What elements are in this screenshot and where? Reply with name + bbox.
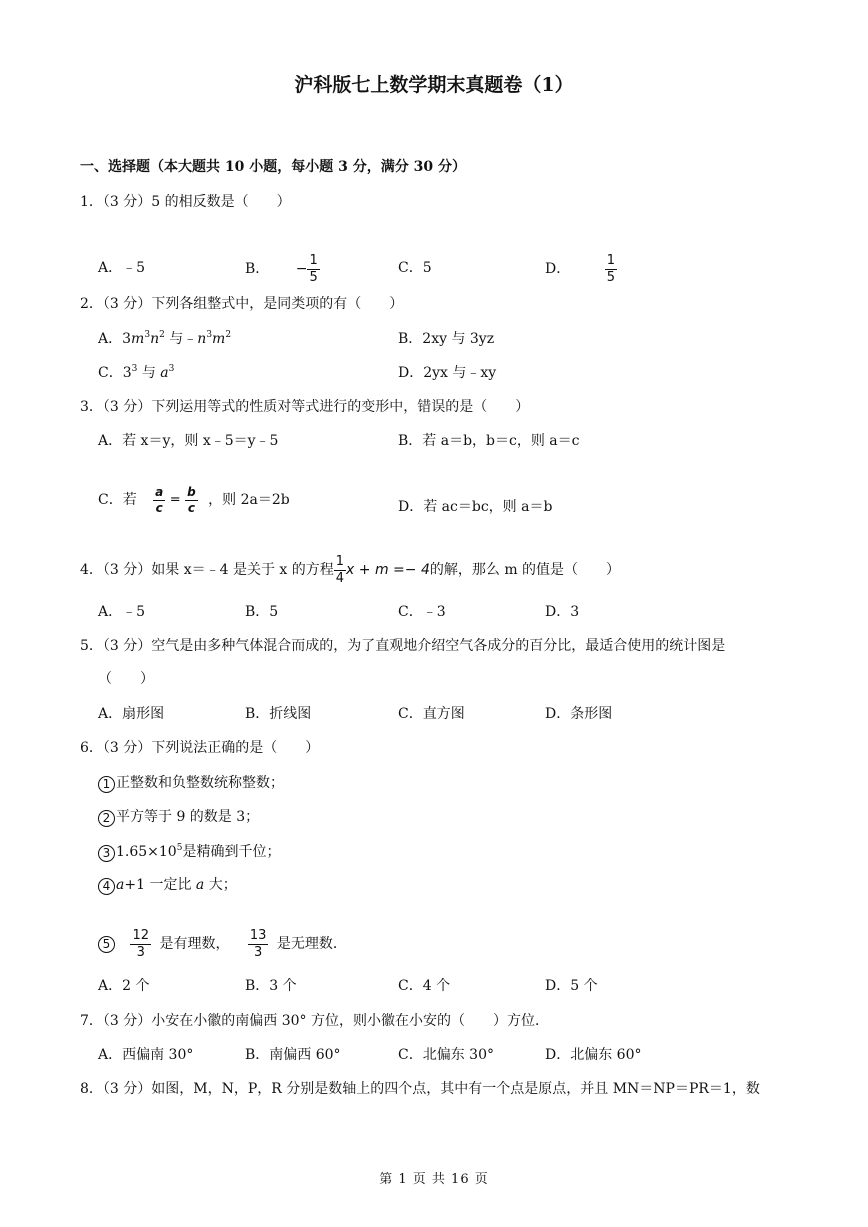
question-2-stem: 2．（3 分）下列各组整式中，是同类项的有（ ）	[80, 296, 404, 312]
q2-option-c: C．$3^3$ 与 $a^3$	[98, 364, 175, 381]
q7-option-b: B．南偏西 60°	[245, 1047, 341, 1063]
q6-statement-1: 1 正整数和负整数统称整数；	[98, 776, 284, 793]
q3-option-b: B．若 a＝b，b＝c，则 a＝c	[398, 433, 580, 449]
section-heading: 一、选择题（本大题共 10 小题，每小题 3 分，满分 30 分）	[80, 159, 466, 175]
q6-option-d: D．5 个	[545, 978, 598, 994]
q6-option-c: C．4 个	[398, 978, 451, 994]
q6-statement-4: 4 a+1 一定比 a 大；	[98, 878, 237, 895]
question-4-stem: 4．（3 分）如果 x＝﹣4 是关于 x 的方程 $\frac{1}{4}$ x + m =− 4的解，那么 m 的值是（ ）	[80, 554, 621, 586]
page-title: 沪科版七上数学期末真题卷（1）	[294, 74, 574, 96]
q7-option-c: C．北偏东 30°	[398, 1047, 494, 1063]
q7-option-d: D．北偏东 60°	[545, 1047, 642, 1063]
page-footer: 第 1 页 共 16 页	[379, 1172, 489, 1187]
q7-option-a: A．西偏南 30°	[98, 1047, 194, 1063]
question-6-stem: 6．（3 分）下列说法正确的是（ ）	[80, 740, 320, 756]
q1-option-b: B． − $\frac{1}{5}$	[245, 253, 318, 285]
q1-option-c: C．5	[398, 260, 432, 276]
q5-option-d: D．条形图	[545, 706, 613, 722]
question-7-stem: 7．（3 分）小安在小徽的南偏西 30° 方位，则小徽在小安的（ ）方位．	[80, 1013, 549, 1029]
q3-option-c: C．若 $\frac{a}{c}$ = $\frac{b}{c}$ ，则 2a＝2b	[98, 485, 290, 515]
question-8-stem: 8．（3 分）如图，M，N，P，R 分别是数轴上的四个点，其中有一个点是原点，并且 MN＝NP＝PR＝1，数	[80, 1081, 760, 1097]
q2-option-d: D．2yx 与﹣xy	[398, 365, 497, 381]
q1-option-d: D． $\frac{1}{5}$	[545, 253, 615, 285]
q6-statement-2: 2 平方等于 9 的数是 3；	[98, 810, 259, 827]
question-5-stem: 5．（3 分）空气是由多种气体混合而成的，为了直观地介绍空气各成分的百分比，最适合使用的统计图是	[80, 638, 726, 654]
q1-option-a: A．﹣5	[98, 260, 146, 276]
q4-option-a: A．﹣5	[98, 604, 146, 620]
q6-option-a: A．2 个	[98, 978, 150, 994]
q6-option-b: B．3 个	[245, 978, 297, 994]
question-5-stem-cont: （ ）	[98, 671, 154, 687]
q5-option-a: A．扇形图	[98, 706, 165, 722]
q3-option-a: A．若 x＝y，则 x﹣5＝y﹣5	[98, 433, 279, 449]
q6-statement-3: 3 $1.65\times 10^5$是精确到千位；	[98, 845, 280, 862]
q4-option-b: B．5	[245, 604, 279, 620]
q4-option-d: D．3	[545, 604, 580, 620]
question-3-stem: 3．（3 分）下列运用等式的性质对等式进行的变形中，错误的是（ ）	[80, 399, 530, 415]
q4-option-c: C．﹣3	[398, 604, 446, 620]
q5-option-b: B．折线图	[245, 706, 312, 722]
q2-option-a: A．$3m^3n^2$ 与$﹣n^3m^2$	[98, 330, 232, 347]
q6-statement-5: 5 $\frac{12}{3}$ 是有理数， $\frac{13}{3}$ 是无理数．	[98, 929, 347, 959]
q3-option-d: D．若 ac＝bc，则 a＝b	[398, 499, 553, 515]
q2-option-b: B．2xy 与 3yz	[398, 331, 495, 347]
q5-option-c: C．直方图	[398, 706, 465, 722]
question-1-stem: 1．（3 分）5 的相反数是（ ）	[80, 194, 291, 210]
